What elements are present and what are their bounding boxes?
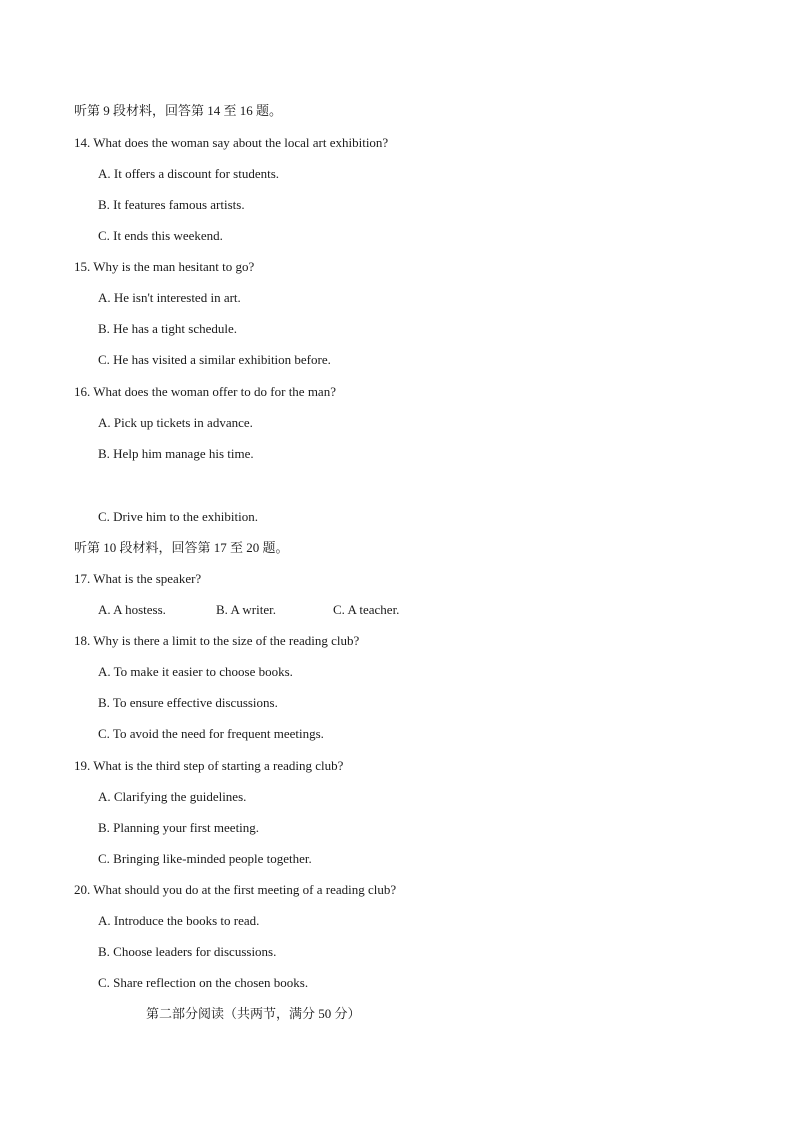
question-16: 16. What does the woman offer to do for the man? (74, 384, 336, 399)
q18-option-c: C. To avoid the need for frequent meetings. (98, 726, 324, 741)
q19-option-c: C. Bringing like-minded people together. (98, 851, 312, 866)
question-17: 17. What is the speaker? (74, 571, 202, 586)
q17-option-a: A. A hostess. (98, 602, 166, 617)
part-2-heading: 第二部分阅读（共两节，满分 50 分） (146, 1006, 361, 1021)
q18-option-b: B. To ensure effective discussions. (98, 695, 278, 710)
q20-option-c: C. Share reflection on the chosen books. (98, 975, 309, 990)
q17-option-c: C. A teacher. (333, 602, 400, 617)
question-19: 19. What is the third step of starting a reading club? (74, 758, 344, 773)
section-10-heading: 听第 10 段材料，回答第 17 至 20 题。 (74, 540, 289, 555)
question-18: 18. Why is there a limit to the size of the reading club? (74, 633, 360, 648)
q16-option-a: A. Pick up tickets in advance. (98, 415, 253, 430)
q20-option-b: B. Choose leaders for discussions. (98, 944, 277, 959)
q18-option-a: A. To make it easier to choose books. (98, 664, 293, 679)
q15-option-a: A. He isn't interested in art. (98, 290, 241, 305)
q14-option-a: A. It offers a discount for students. (98, 166, 280, 181)
q14-option-c: C. It ends this weekend. (98, 228, 223, 243)
q19-option-b: B. Planning your first meeting. (98, 820, 260, 835)
q15-option-b: B. He has a tight schedule. (98, 321, 237, 336)
q19-option-a: A. Clarifying the guidelines. (98, 789, 247, 804)
q17-option-b: B. A writer. (216, 602, 276, 617)
section-9-heading: 听第 9 段材料，回答第 14 至 16 题。 (74, 103, 283, 118)
q15-option-c: C. He has visited a similar exhibition before. (98, 352, 331, 367)
q20-option-a: A. Introduce the books to read. (98, 913, 260, 928)
question-15: 15. Why is the man hesitant to go? (74, 259, 255, 274)
question-14: 14. What does the woman say about the local art exhibition? (74, 135, 389, 150)
q16-option-c: C. Drive him to the exhibition. (98, 509, 258, 524)
q16-option-b: B. Help him manage his time. (98, 446, 254, 461)
question-20: 20. What should you do at the first meeting of a reading club? (74, 882, 397, 897)
q14-option-b: B. It features famous artists. (98, 197, 245, 212)
